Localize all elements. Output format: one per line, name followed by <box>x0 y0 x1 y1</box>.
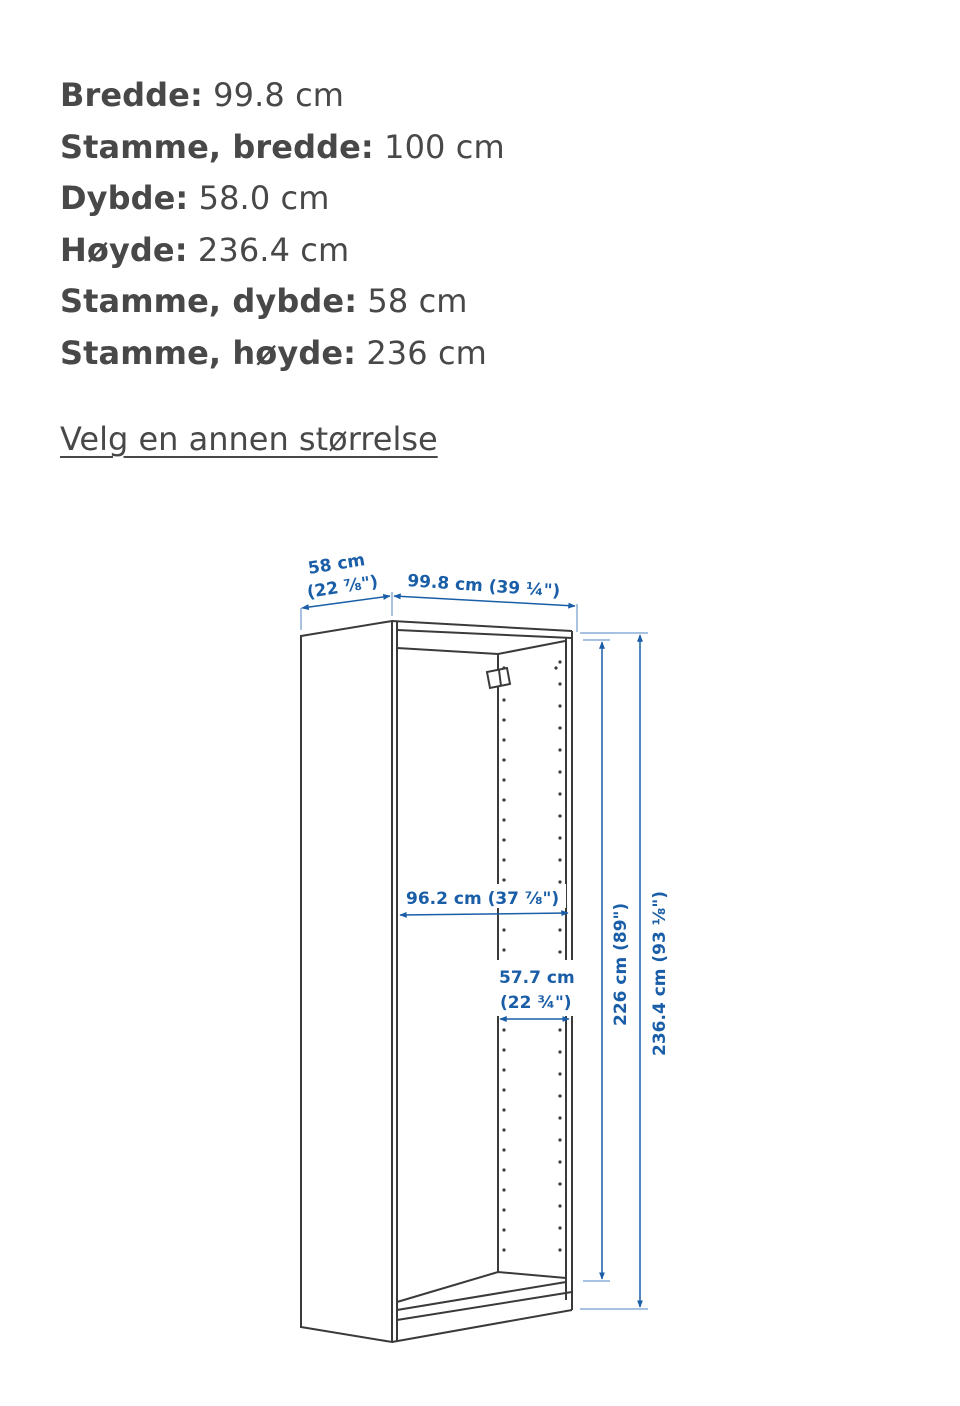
spec-width <box>60 70 505 122</box>
inner-width-label: 96.2 cm (37 ⅞") <box>406 889 560 909</box>
hanger-bracket-icon <box>487 668 510 688</box>
inner-height-dimension <box>583 640 610 1281</box>
spec-frame-width <box>60 122 505 174</box>
product-dimensions-list <box>60 70 505 380</box>
inner-width-dimension <box>400 913 568 915</box>
spec-value: 236 cm <box>366 333 487 372</box>
inner-depth-in-label: (22 ¾") <box>500 993 572 1013</box>
inner-height-label: 226 cm (89") <box>611 902 631 1026</box>
depth-cm-label: 58 cm <box>306 550 367 579</box>
spec-label: Stamme, høyde: <box>60 333 357 372</box>
spec-label: Bredde: <box>60 76 203 114</box>
depth-in-label: (22 ⅞") <box>305 571 380 603</box>
spec-depth <box>60 173 505 225</box>
spec-value: 58.0 cm <box>198 179 330 218</box>
spec-height <box>60 225 505 277</box>
spec-label: Dybde: <box>60 179 189 218</box>
spec-label: Stamme, bredde: <box>60 127 374 166</box>
wardrobe-dimension-drawing <box>0 520 960 1380</box>
spec-frame-height <box>60 328 505 380</box>
spec-value: 100 cm <box>384 127 505 166</box>
spec-label: Stamme, dybde: <box>60 282 358 321</box>
inner-depth-cm-label: 57.7 cm <box>499 968 575 988</box>
spec-frame-depth <box>60 276 505 328</box>
spec-label: Høyde: <box>60 230 188 269</box>
width-label: 99.8 cm (39 ¼") <box>406 571 561 602</box>
shelf-pin-holes <box>502 660 561 1251</box>
spec-value: 236.4 cm <box>197 230 350 269</box>
choose-other-size-link[interactable]: Velg en annen størrelse <box>60 420 438 458</box>
spec-value: 58 cm <box>367 282 468 321</box>
spec-value: 99.8 cm <box>213 76 345 114</box>
total-height-label: 236.4 cm (93 ⅛") <box>650 891 670 1056</box>
